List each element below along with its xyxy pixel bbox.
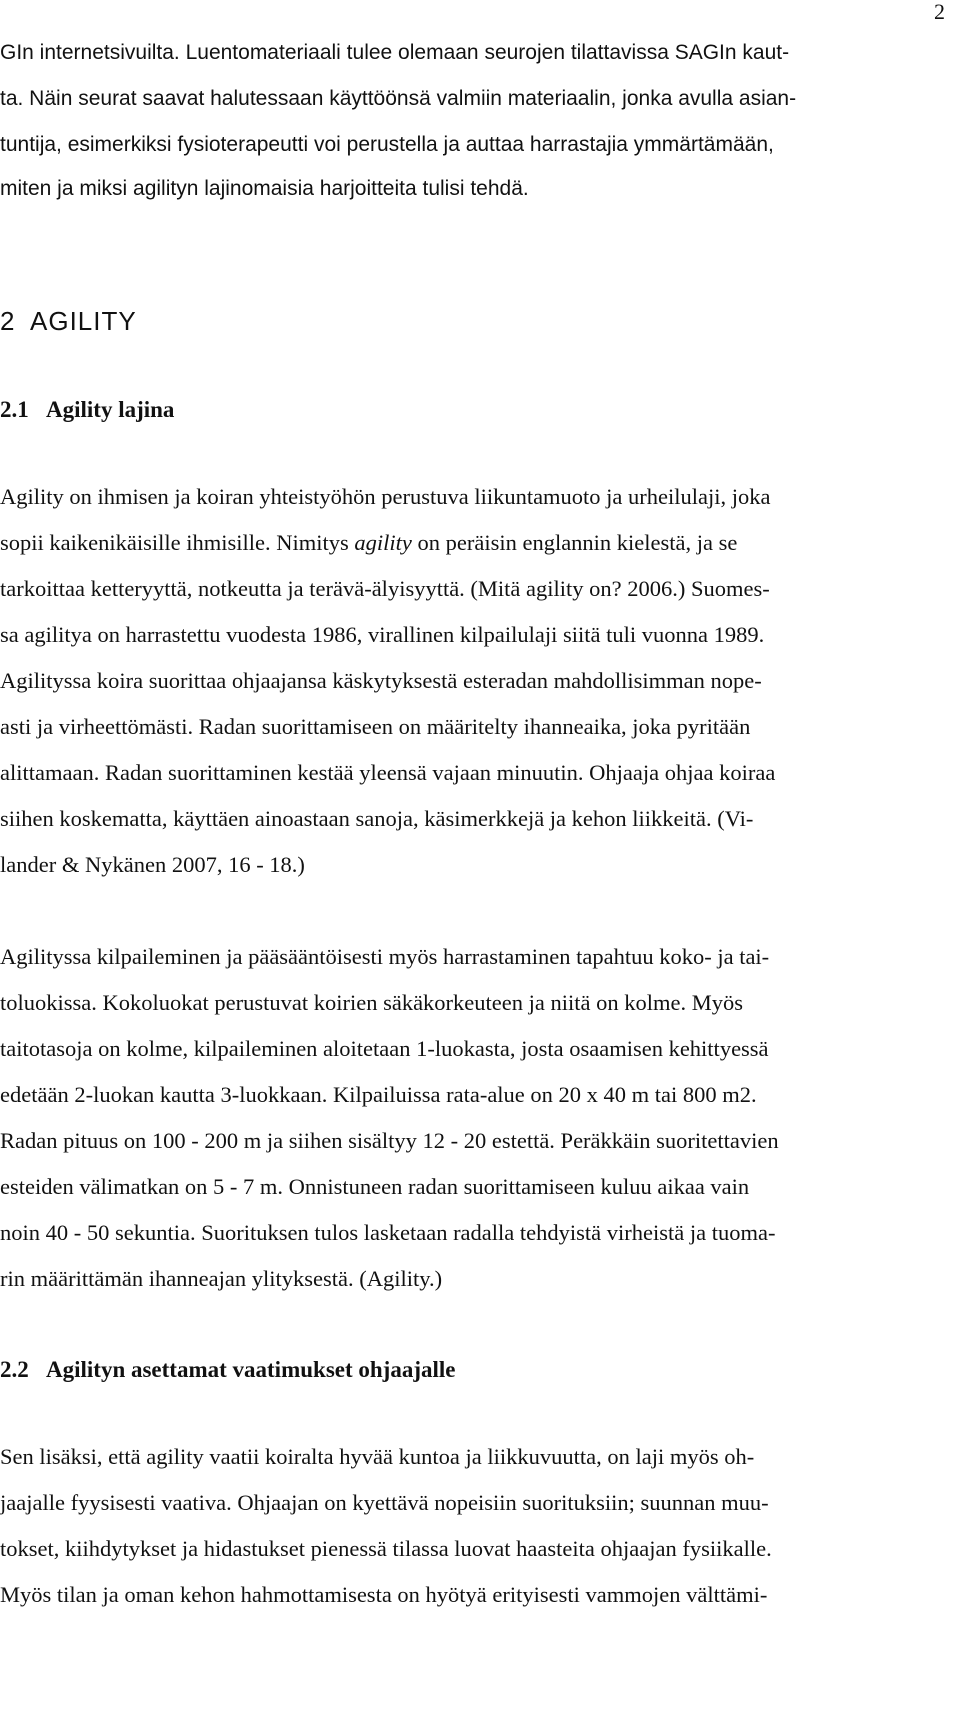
paragraph-line: jaajalle fyysisesti vaativa. Ohjaajan on kyettävä nopeisiin suorituksiin; suunnan muu-	[0, 1490, 769, 1515]
paragraph-line: rin määrittämän ihanneajan ylityksestä. (Agility.)	[0, 1266, 443, 1291]
paragraph-line: noin 40 - 50 sekuntia. Suorituksen tulos lasketaan radalla tehdyistä virheistä ja tuoma-	[0, 1220, 776, 1245]
intro-line: ta. Näin seurat saavat halutessaan käyttöönsä valmiin materiaalin, jonka avulla asian-	[0, 87, 797, 110]
section-number: 2.1	[0, 397, 29, 422]
emphasis-term: agility	[354, 530, 412, 555]
paragraph-line	[0, 530, 737, 556]
paragraph-line: alittamaan. Radan suorittaminen kestää yleensä vajaan minuutin. Ohjaaja ohjaa koiraa	[0, 760, 776, 785]
paragraph-line: Sen lisäksi, että agility vaatii koiralta hyvää kuntoa ja liikkuvuutta, on laji myös oh-	[0, 1444, 755, 1469]
paragraph-line: siihen koskematta, käyttäen ainoastaan sanoja, käsimerkkejä ja kehon liikkeitä. (Vi-	[0, 806, 754, 831]
paragraph-line: tarkoittaa ketteryyttä, notkeutta ja terävä-älyisyyttä. (Mitä agility on? 2006.) Suomes-	[0, 576, 770, 601]
paragraph-line: taitotasoja on kolme, kilpaileminen aloitetaan 1-luokasta, josta osaamisen kehittyessä	[0, 1036, 769, 1061]
section-title: Agility lajina	[46, 397, 175, 422]
page-number: 2	[934, 0, 945, 24]
paragraph-line: Radan pituus on 100 - 200 m ja siihen sisältyy 12 - 20 estettä. Peräkkäin suoritettavien	[0, 1128, 779, 1153]
section-title: Agilityn asettamat vaatimukset ohjaajalle	[46, 1357, 456, 1382]
paragraph-line: Agilityssa koira suorittaa ohjaajansa käskytyksestä esteradan mahdollisimman nope-	[0, 668, 762, 693]
paragraph-line: lander & Nykänen 2007, 16 - 18.)	[0, 852, 305, 877]
paragraph-line: Agility on ihmisen ja koiran yhteistyöhön perustuva liikuntamuoto ja urheilulaji, joka	[0, 484, 771, 509]
section-heading-2	[0, 306, 137, 337]
text-run: sopii kaikenikäisille ihmisille.	[0, 530, 271, 555]
section-title: AGILITY	[30, 306, 137, 336]
text-run: on peräisin englannin kielestä, ja se	[417, 530, 738, 555]
paragraph-line: edetään 2-luokan kautta 3-luokkaan. Kilpailuissa rata-alue on 20 x 40 m tai 800 m2.	[0, 1082, 757, 1107]
paragraph-line: Agilityssa kilpaileminen ja pääsääntöisesti myös harrastaminen tapahtuu koko- ja tai-	[0, 944, 770, 969]
paragraph-line: sa agilitya on harrastettu vuodesta 1986, virallinen kilpailulaji siitä tuli vuonna 1989.	[0, 622, 765, 647]
section-number: 2	[0, 306, 16, 336]
intro-line: miten ja miksi agilityn lajinomaisia harjoitteita tulisi tehdä.	[0, 177, 529, 200]
text-run: Nimitys	[276, 530, 349, 555]
paragraph-line: asti ja virheettömästi. Radan suorittamiseen on määritelty ihanneaika, joka pyritään	[0, 714, 751, 739]
intro-line: tuntija, esimerkiksi fysioterapeutti voi perustella ja auttaa harrastajia ymmärtämään,	[0, 133, 774, 156]
paragraph-line: esteiden välimatkan on 5 - 7 m. Onnistuneen radan suorittamiseen kuluu aikaa vain	[0, 1174, 750, 1199]
intro-line: GIn internetsivuilta. Luentomateriaali tulee olemaan seurojen tilattavissa SAGIn kaut-	[0, 41, 790, 64]
paragraph-line: tokset, kiihdytykset ja hidastukset pienessä tilassa luovat haasteita ohjaajan fysiikalle.	[0, 1536, 772, 1561]
paragraph-line: toluokissa. Kokoluokat perustuvat koirien säkäkorkeuteen ja niitä on kolme. Myös	[0, 990, 743, 1015]
section-heading-2-1	[0, 397, 174, 423]
paragraph-line: Myös tilan ja oman kehon hahmottamisesta on hyötyä erityisesti vammojen välttämi-	[0, 1582, 768, 1607]
section-heading-2-2	[0, 1357, 456, 1383]
section-number: 2.2	[0, 1357, 29, 1382]
